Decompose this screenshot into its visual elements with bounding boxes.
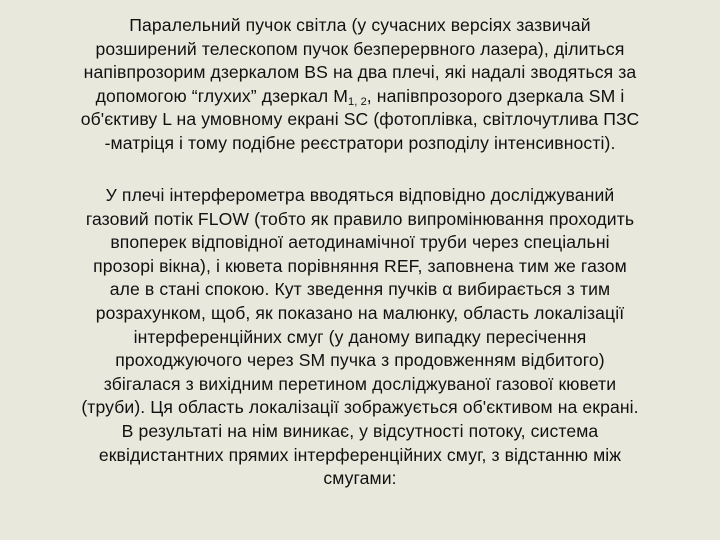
text-line: У плечі інтерферометра вводяться відповідно досліджуваний bbox=[105, 185, 615, 205]
text-line: проходжуючого через SM пучка з продовженням відбитого) bbox=[115, 350, 605, 371]
text-line: інтерференційних смуг (у даному випадку пересічення bbox=[133, 326, 587, 347]
text-line: впоперек відповідної аетодинамічної труби через спеціальні bbox=[110, 232, 610, 253]
text-line-with-subscript bbox=[20, 85, 700, 109]
text-line: еквідистантних прямих інтерференційних смуг, з відстанню між bbox=[98, 444, 622, 465]
text-fragment: , напівпрозорого дзеркала SM і bbox=[366, 85, 625, 106]
text-line: напівпрозорим дзеркалом BS на два плечі, які надалі зводяться за bbox=[83, 62, 637, 83]
text-line: але в стані спокою. Кут зведення пучків α вибирається з тим bbox=[109, 279, 611, 300]
mirror-subscript: 1, 2 bbox=[348, 95, 367, 108]
text-line: розширений телескопом пучок безперервного лазера), ділиться bbox=[95, 38, 625, 59]
text-line: смугами: bbox=[323, 468, 397, 489]
intro-paragraph bbox=[20, 14, 700, 156]
text-line: (труби). Ця область локалізації зображується об'єктивом на екрані. bbox=[81, 397, 639, 418]
text-line: В результаті на нім виникає, у відсутності потоку, система bbox=[121, 420, 599, 441]
text-line: збігалася з вихідним перетином досліджуваної газової кювети bbox=[103, 373, 617, 394]
interferometer-paragraph bbox=[20, 184, 700, 491]
text-line: розрахунком, щоб, як показано на малюнку, область локалізації bbox=[95, 302, 625, 323]
text-line: Паралельний пучок світла (у сучасних версіях зазвичай bbox=[129, 15, 591, 35]
text-fragment: допомогою “глухих” дзеркал М bbox=[95, 85, 349, 106]
text-line: -матріця і тому подібне реєстратори розподілу інтенсивності). bbox=[104, 132, 616, 153]
text-line: прозорі вікна), і кювета порівняння REF, заповнена тим же газом bbox=[93, 255, 627, 276]
text-line: газовий потік FLOW (тобто як правило випромінювання проходить bbox=[85, 208, 635, 229]
text-line: об'єктиву L на умовному екрані SC (фотоплівка, світлочутлива ПЗС bbox=[80, 109, 640, 130]
